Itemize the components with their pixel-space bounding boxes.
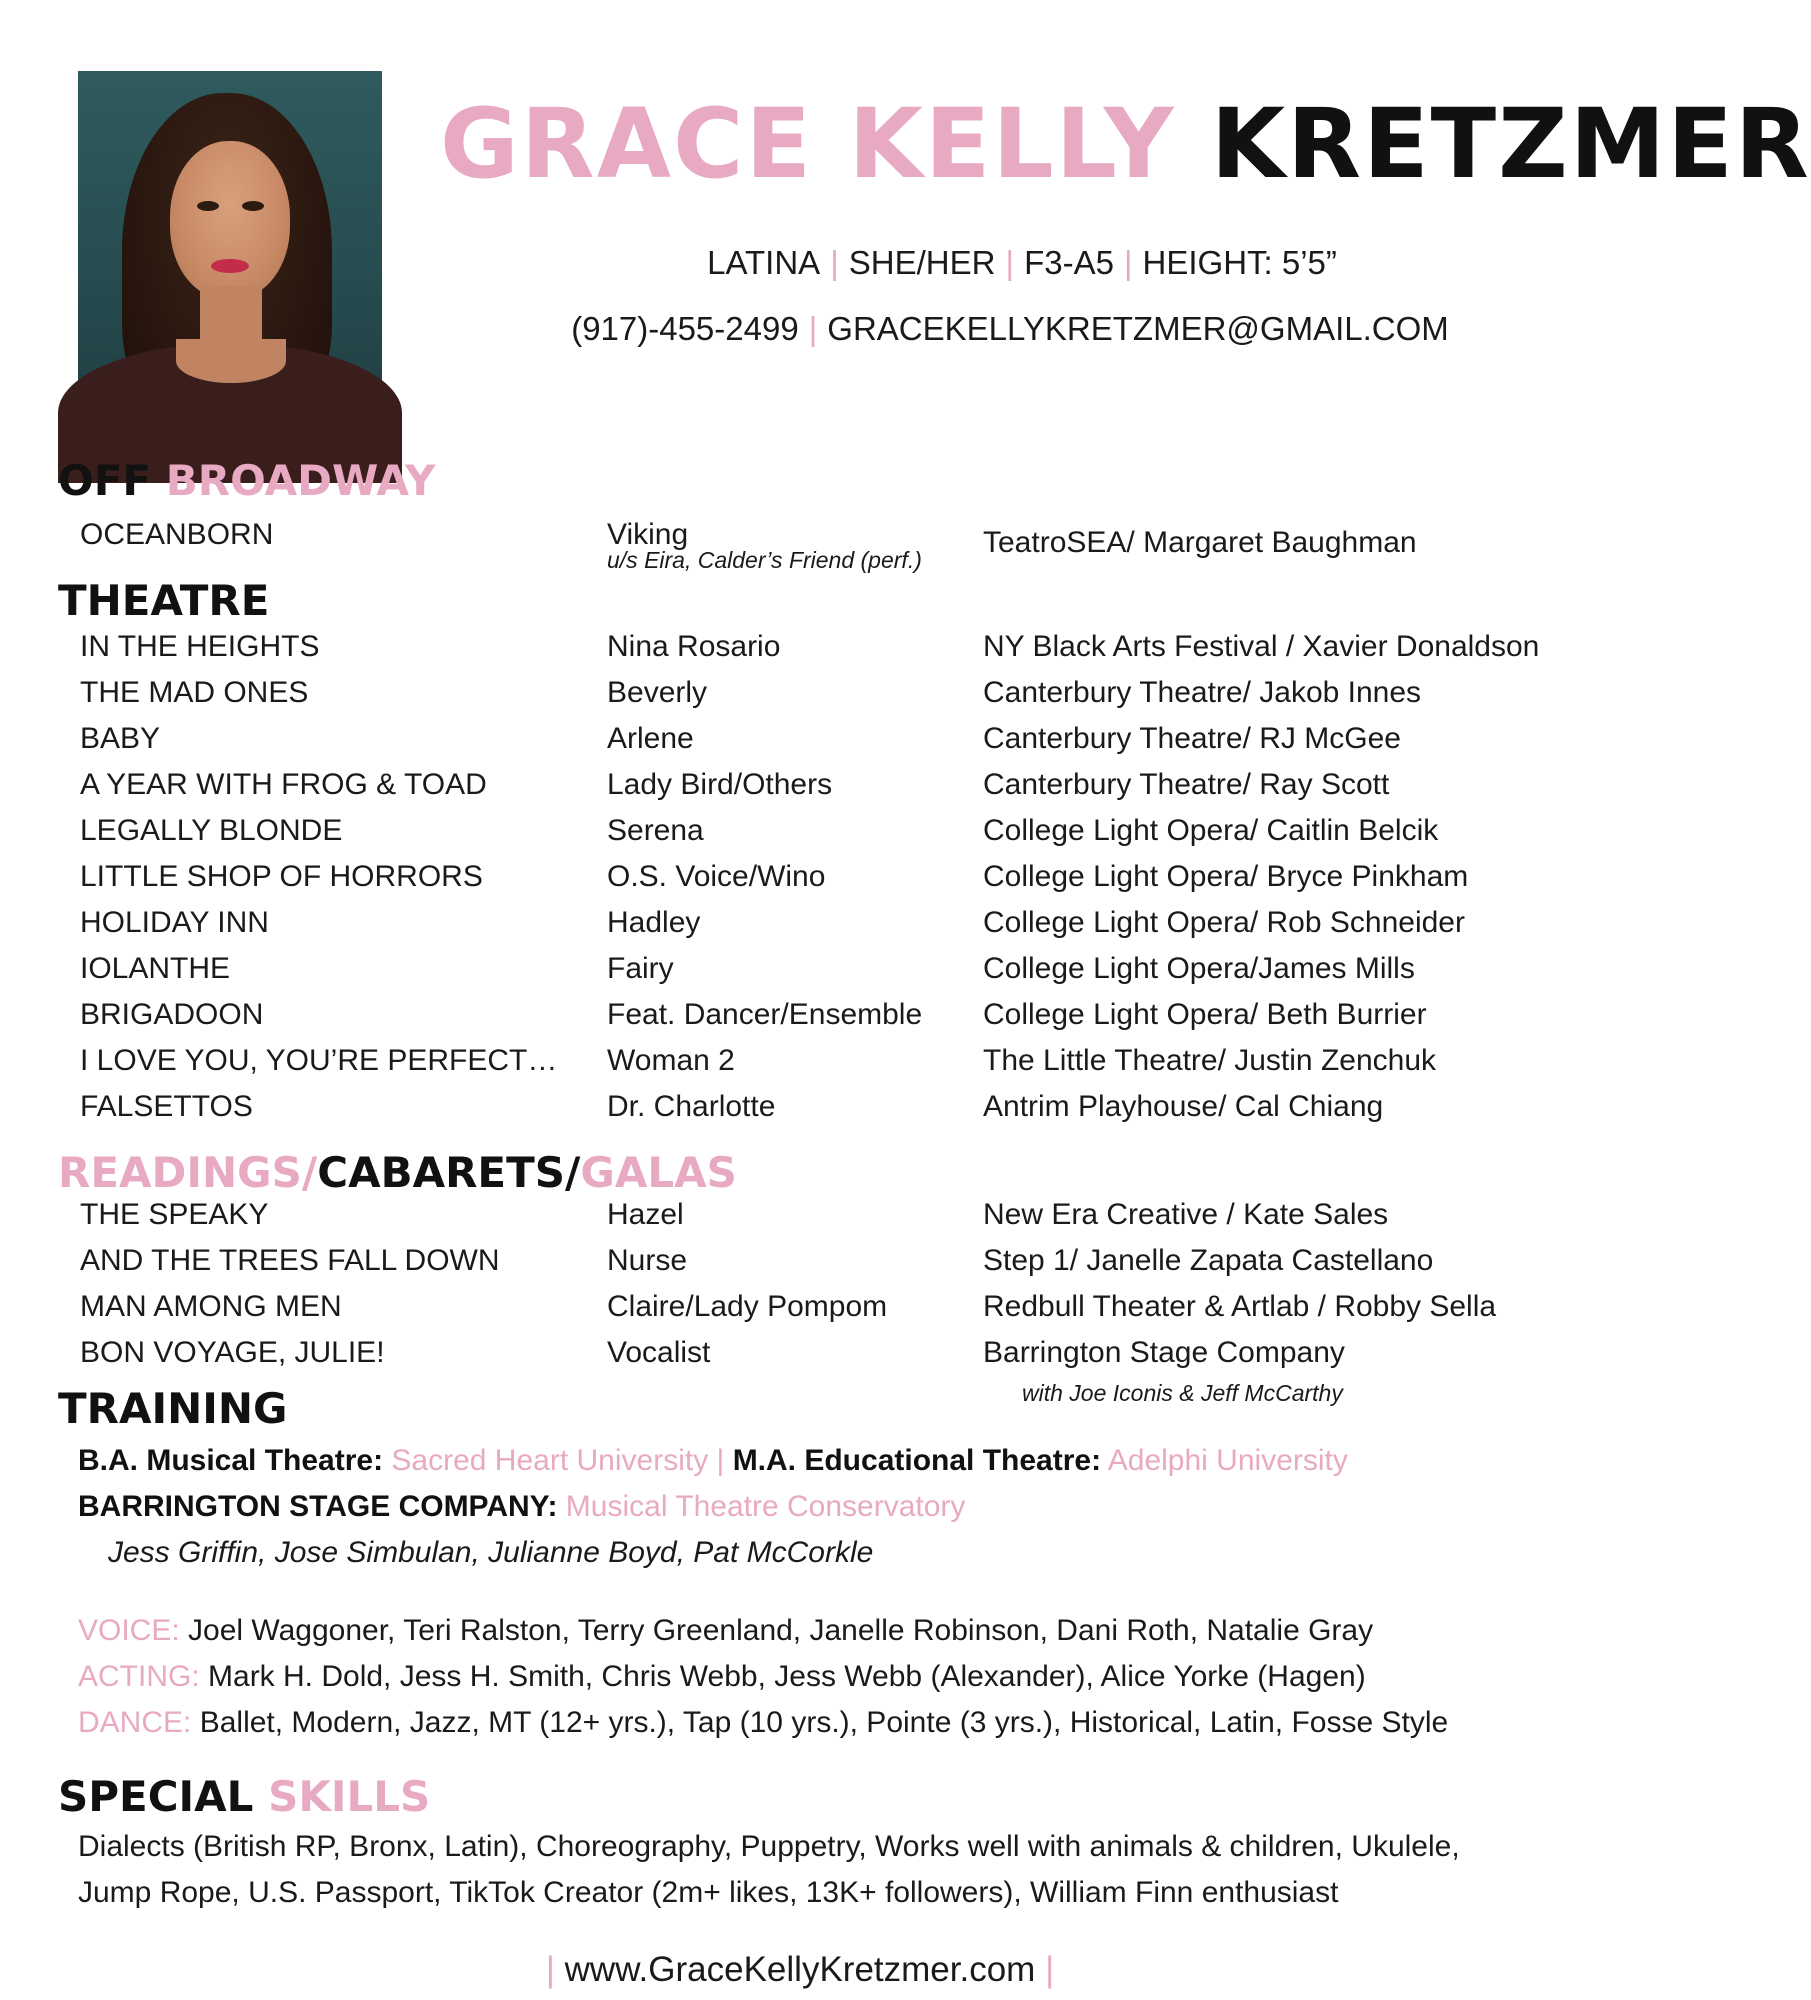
skills-line: Jump Rope, U.S. Passport, TikTok Creator (2m+ likes, 13K+ followers), William Finn enthusiast bbox=[78, 1876, 1339, 1909]
role: Feat. Dancer/Ensemble bbox=[607, 998, 923, 1031]
acting-training: ACTING: Mark H. Dold, Jess H. Smith, Chris Webb, Jess Webb (Alexander), Alice Yorke (Hagen) bbox=[78, 1660, 1366, 1693]
show-title: BON VOYAGE, JULIE! bbox=[80, 1336, 385, 1369]
show-title: MAN AMONG MEN bbox=[80, 1290, 342, 1323]
website-link[interactable]: www.GraceKellyKretzmer.com bbox=[564, 1950, 1036, 1989]
show-title: A YEAR WITH FROG & TOAD bbox=[80, 768, 487, 801]
role: Dr. Charlotte bbox=[607, 1090, 776, 1123]
company-director: NY Black Arts Festival / Xavier Donaldson bbox=[983, 630, 1540, 663]
show-title: THE MAD ONES bbox=[80, 676, 309, 709]
company-director: Canterbury Theatre/ Ray Scott bbox=[983, 768, 1390, 801]
role: Viking bbox=[607, 518, 689, 551]
vocal-range: F3-A5 bbox=[1024, 244, 1114, 281]
actor-name bbox=[440, 88, 1811, 200]
role: Beverly bbox=[607, 676, 708, 709]
last-name: KRETZMER bbox=[1210, 88, 1811, 200]
company-director: Canterbury Theatre/ Jakob Innes bbox=[983, 676, 1422, 709]
credit-row bbox=[0, 814, 1600, 854]
ethnicity: LATINA bbox=[707, 244, 821, 281]
role: Hadley bbox=[607, 906, 701, 939]
email-address[interactable]: GRACEKELLYKRETZMER@GMAIL.COM bbox=[827, 310, 1449, 347]
section-heading-off-broadway: OFF BROADWAY bbox=[58, 456, 436, 505]
role: Arlene bbox=[607, 722, 694, 755]
show-title: IN THE HEIGHTS bbox=[80, 630, 320, 663]
skills-line: Dialects (British RP, Bronx, Latin), Choreography, Puppetry, Works well with animals & children, Ukulele, bbox=[78, 1830, 1460, 1863]
credit-row bbox=[0, 952, 1600, 992]
headshot-photo bbox=[78, 71, 382, 453]
show-title: I LOVE YOU, YOU’RE PERFECT… bbox=[80, 1044, 558, 1077]
company-director: College Light Opera/ Bryce Pinkham bbox=[983, 860, 1469, 893]
company-director: College Light Opera/James Mills bbox=[983, 952, 1415, 985]
profile-info-line: LATINA | SHE/HER | F3-A5 | HEIGHT: 5’5” bbox=[707, 244, 1337, 281]
credit-row bbox=[0, 630, 1600, 670]
conservatory-line: BARRINGTON STAGE COMPANY: Musical Theatre Conservatory bbox=[78, 1490, 966, 1523]
credit-row bbox=[0, 860, 1600, 900]
section-heading-training: TRAINING bbox=[58, 1384, 288, 1433]
company-director: Canterbury Theatre/ RJ McGee bbox=[983, 722, 1401, 755]
credit-row bbox=[0, 906, 1600, 946]
credit-row bbox=[0, 1336, 1600, 1376]
role: Vocalist bbox=[607, 1336, 711, 1369]
credit-row bbox=[0, 768, 1600, 808]
show-title: AND THE TREES FALL DOWN bbox=[80, 1244, 500, 1277]
show-title: FALSETTOS bbox=[80, 1090, 253, 1123]
company-director: The Little Theatre/ Justin Zenchuk bbox=[983, 1044, 1437, 1077]
website-footer: | www.GraceKellyKretzmer.com | bbox=[545, 1950, 1055, 1989]
degree-line: B.A. Musical Theatre: Sacred Heart University | M.A. Educational Theatre: Adelphi University bbox=[78, 1444, 1348, 1477]
company-director: TeatroSEA/ Margaret Baughman bbox=[983, 526, 1417, 559]
credit-row bbox=[0, 1244, 1600, 1284]
section-heading-theatre: THEATRE bbox=[58, 576, 270, 625]
section-heading-readings: READINGS/CABARETS/GALAS bbox=[58, 1148, 737, 1197]
voice-training: VOICE: Joel Waggoner, Teri Ralston, Terry Greenland, Janelle Robinson, Dani Roth, Natalie Gray bbox=[78, 1614, 1374, 1647]
first-name: GRACE KELLY bbox=[440, 88, 1176, 200]
credit-row bbox=[0, 998, 1600, 1038]
role: Hazel bbox=[607, 1198, 684, 1231]
company-director: Antrim Playhouse/ Cal Chiang bbox=[983, 1090, 1384, 1123]
role: Claire/Lady Pompom bbox=[607, 1290, 888, 1323]
show-title: LEGALLY BLONDE bbox=[80, 814, 343, 847]
company-director: College Light Opera/ Beth Burrier bbox=[983, 998, 1427, 1031]
company-director: Redbull Theater & Artlab / Robby Sella bbox=[983, 1290, 1497, 1323]
role: Nurse bbox=[607, 1244, 688, 1277]
role-note: u/s Eira, Calder’s Friend (perf.) bbox=[607, 547, 922, 573]
show-title: LITTLE SHOP OF HORRORS bbox=[80, 860, 483, 893]
role: Serena bbox=[607, 814, 704, 847]
credit-row bbox=[0, 1290, 1600, 1330]
company-director: New Era Creative / Kate Sales bbox=[983, 1198, 1389, 1231]
credit-row bbox=[0, 1090, 1600, 1130]
credit-row bbox=[0, 722, 1600, 762]
height: HEIGHT: 5’5” bbox=[1142, 244, 1337, 281]
credit-row bbox=[0, 1198, 1600, 1238]
company-director: College Light Opera/ Caitlin Belcik bbox=[983, 814, 1439, 847]
company-director: College Light Opera/ Rob Schneider bbox=[983, 906, 1465, 939]
role: Lady Bird/Others bbox=[607, 768, 833, 801]
credit-row bbox=[0, 1044, 1600, 1084]
show-title: IOLANTHE bbox=[80, 952, 231, 985]
dance-training: DANCE: Ballet, Modern, Jazz, MT (12+ yrs.), Tap (10 yrs.), Pointe (3 yrs.), Historical, Latin, Fosse Style bbox=[78, 1706, 1449, 1739]
company-director: Barrington Stage Company bbox=[983, 1336, 1345, 1369]
credit-row bbox=[0, 676, 1600, 716]
phone-number[interactable]: (917)-455-2499 bbox=[571, 310, 799, 347]
show-title: BRIGADOON bbox=[80, 998, 264, 1031]
role: O.S. Voice/Wino bbox=[607, 860, 826, 893]
show-title: BABY bbox=[80, 722, 161, 755]
show-title: OCEANBORN bbox=[80, 518, 274, 551]
section-heading-special-skills: SPECIAL SKILLS bbox=[58, 1772, 431, 1821]
credit-note: with Joe Iconis & Jeff McCarthy bbox=[1022, 1380, 1343, 1406]
pronouns: SHE/HER bbox=[848, 244, 996, 281]
contact-line: (917)-455-2499 | GRACEKELLYKRETZMER@GMAIL.COM bbox=[571, 310, 1449, 347]
role: Nina Rosario bbox=[607, 630, 781, 663]
show-title: HOLIDAY INN bbox=[80, 906, 269, 939]
company-director: Step 1/ Janelle Zapata Castellano bbox=[983, 1244, 1434, 1277]
role: Woman 2 bbox=[607, 1044, 735, 1077]
role: Fairy bbox=[607, 952, 674, 985]
show-title: THE SPEAKY bbox=[80, 1198, 269, 1231]
conservatory-teachers: Jess Griffin, Jose Simbulan, Julianne Boyd, Pat McCorkle bbox=[108, 1536, 874, 1569]
